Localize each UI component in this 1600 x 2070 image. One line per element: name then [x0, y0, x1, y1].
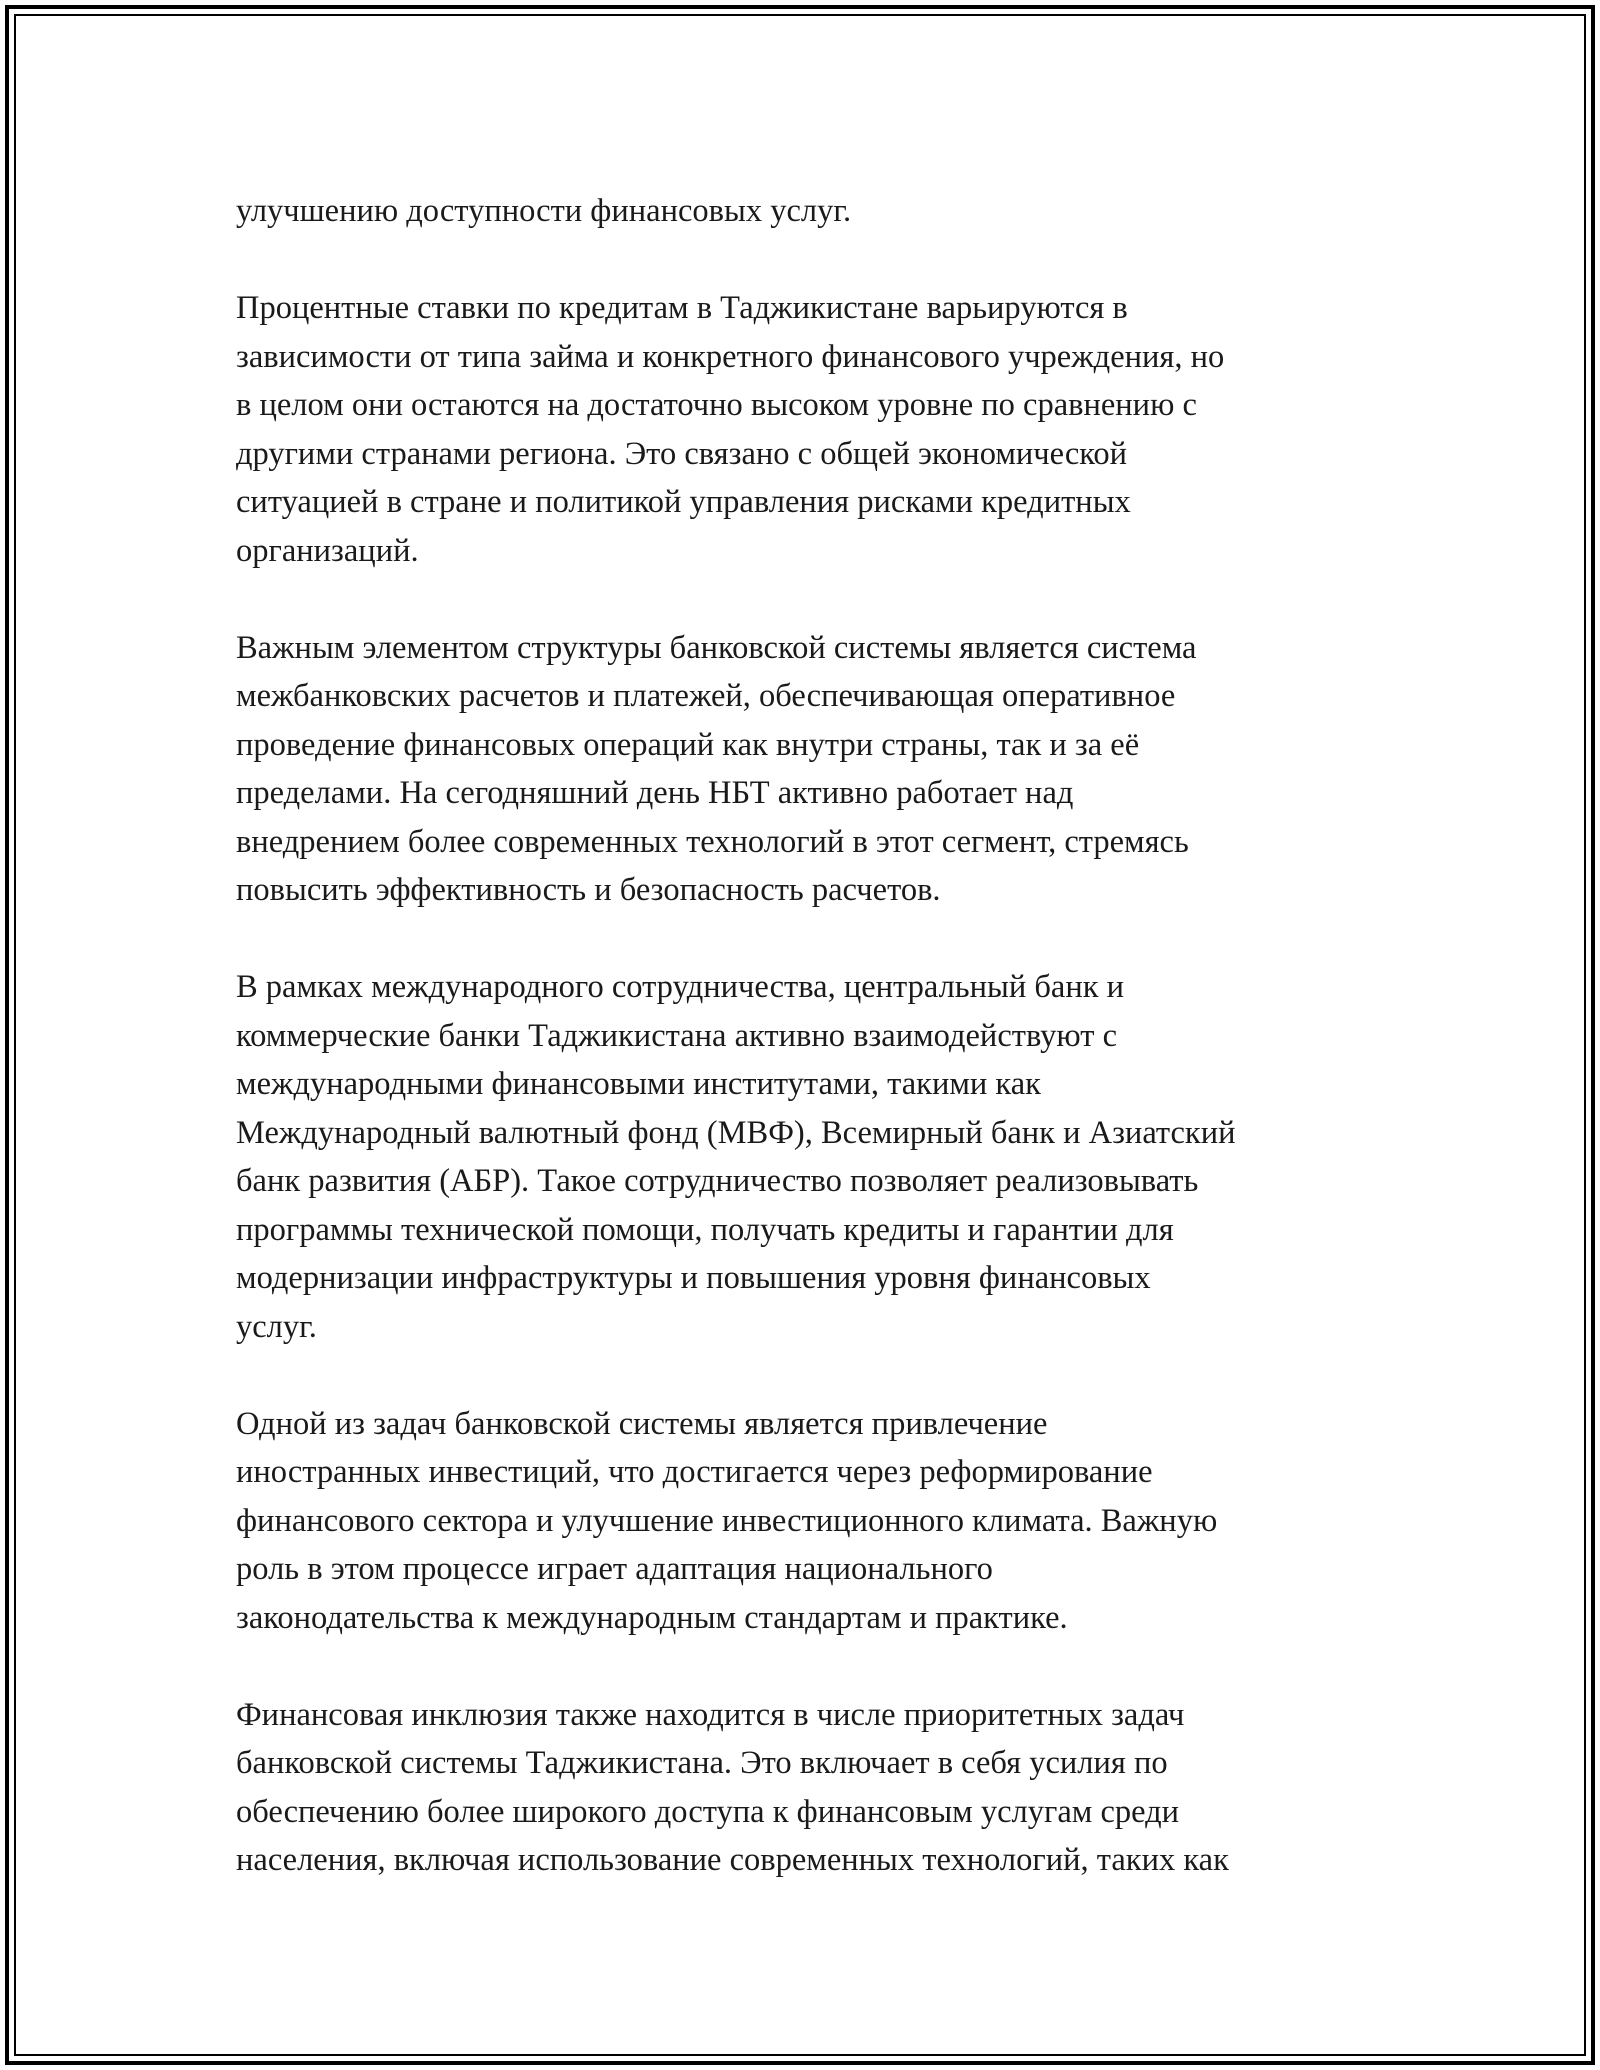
text-line: банковской системы Таджикистана. Это включает в себя усилия по: [236, 1745, 1168, 1781]
text-line: международными финансовыми институтами, такими как: [236, 1066, 1041, 1102]
text-line: коммерческие банки Таджикистана активно взаимодействуют с: [236, 1017, 1118, 1054]
text-line: Процентные ставки по кредитам в Таджикистане варьируются в: [236, 290, 1128, 326]
text-line: межбанковских расчетов и платежей, обеспечивающая оперативное: [236, 678, 1176, 714]
text-line: населения, включая использование современных технологий, таких как: [236, 1842, 1229, 1878]
text-line: внедрением более современных технологий в этот сегмент, стремясь: [236, 823, 1189, 860]
paragraph: [236, 187, 1376, 236]
text-line: Международный валютный фонд (МВФ), Всемирный банк и Азиатский: [236, 1114, 1236, 1151]
text-line: в целом они остаются на достаточно высоком уровне по сравнению с: [236, 387, 1197, 423]
text-line: Важным элементом структуры банковской системы является система: [236, 629, 1197, 666]
text-line: организаций.: [236, 532, 419, 569]
text-line: иностранных инвестиций, что достигается через реформирование: [236, 1454, 1153, 1490]
text-line: Одной из задач банковской системы является привлечение: [236, 1405, 1048, 1442]
paragraph: [236, 963, 1376, 1351]
text-line: зависимости от типа займа и конкретного финансового учреждения, но: [236, 338, 1225, 375]
text-line: услуг.: [236, 1308, 317, 1345]
text-line: проведение финансовых операций как внутри страны, так и за её: [236, 726, 1140, 763]
text-line: улучшению доступности финансовых услуг.: [236, 193, 852, 229]
text-line: финансового сектора и улучшение инвестиционного климата. Важную: [236, 1502, 1218, 1539]
text-line: Финансовая инклюзия также находится в числе приоритетных задач: [236, 1696, 1185, 1733]
text-line: законодательства к международным стандартам и практике.: [236, 1599, 1068, 1636]
text-line: обеспечению более широкого доступа к финансовым услугам среди: [236, 1793, 1180, 1830]
document-body: [236, 187, 1376, 1933]
text-line: роль в этом процессе играет адаптация национального: [236, 1551, 993, 1587]
paragraph: [236, 284, 1376, 575]
text-line: пределами. На сегодняшний день НБТ активно работает над: [236, 775, 1074, 811]
paragraph: [236, 1400, 1376, 1643]
text-line: повысить эффективность и безопасность расчетов.: [236, 872, 941, 908]
text-line: другими странами региона. Это связано с общей экономической: [236, 435, 1128, 472]
text-line: ситуацией в стране и политикой управления рисками кредитных: [236, 484, 1131, 520]
text-line: банк развития (АБР). Такое сотрудничество позволяет реализовывать: [236, 1163, 1199, 1199]
paragraph: [236, 624, 1376, 915]
paragraph: [236, 1691, 1376, 1885]
text-line: В рамках международного сотрудничества, центральный банк и: [236, 969, 1125, 1005]
text-line: программы технической помощи, получать кредиты и гарантии для: [236, 1211, 1174, 1248]
text-line: модернизации инфраструктуры и повышения уровня финансовых: [236, 1260, 1151, 1296]
